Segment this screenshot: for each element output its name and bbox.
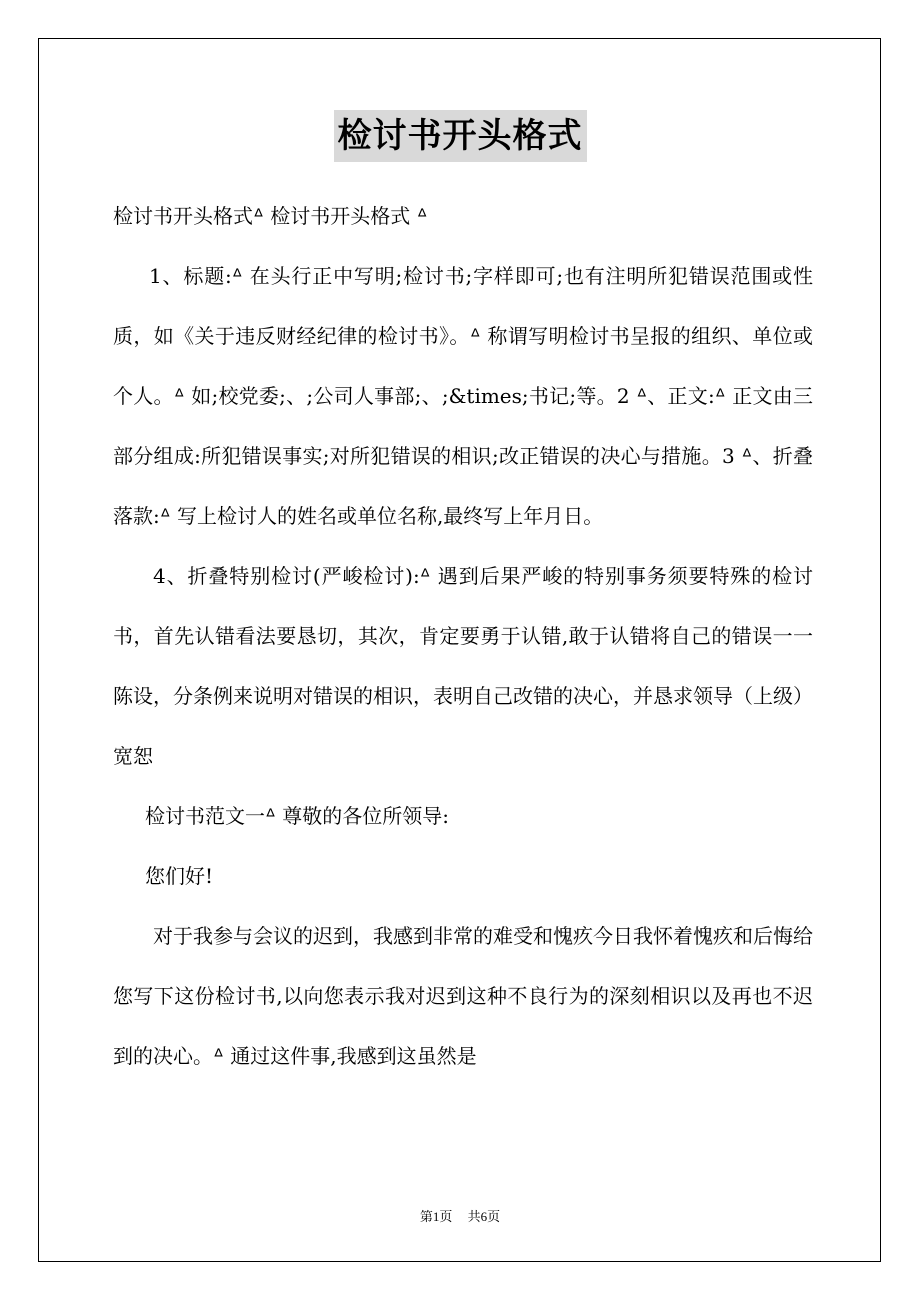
- paragraph-format-rules: 1、标题:ᐞ 在头行正中写明;检讨书;字样即可;也有注明所犯错误范围或性质，如《关于违反财经纪律的检讨书》。ᐞ 称谓写明检讨书呈报的组织、单位或个人。ᐞ 如;校党委;、;公司人事部;、;&times;书记;等。2 ᐞ、正文:ᐞ 正文由三部分组成:所犯错误事实;对所犯错误的相识;改正错误的决心与措施。3 ᐞ、折叠落款:ᐞ 写上检讨人的姓名或单位名称,最终写上年月日。: [113, 264, 813, 528]
- page-footer: [0, 1206, 920, 1225]
- paragraph-heading-line: 检讨书开头格式ᐞ 检讨书开头格式 ᐞ: [113, 204, 428, 228]
- page-number-current: 第1页: [419, 1209, 453, 1224]
- paragraph-sample-body: 对于我参与会议的迟到，我感到非常的难受和愧疚今日我怀着愧疚和后悔给您写下这份检讨书,以向您表示我对迟到这种不良行为的深刻相识以及再也不迟到的决心。ᐞ 通过这件事,我感到这虽然是: [113, 924, 813, 1068]
- page-number-total: 共6页: [467, 1209, 501, 1224]
- document-body: [113, 186, 813, 1086]
- paragraph-greeting: 您们好!: [145, 864, 214, 888]
- title-container: [0, 110, 920, 162]
- document-title: 检讨书开头格式: [334, 110, 587, 162]
- paragraph-sample-heading: 检讨书范文一ᐞ 尊敬的各位所领导:: [145, 804, 449, 828]
- paragraph-special-review: 4、折叠特别检讨(严峻检讨):ᐞ 遇到后果严峻的特别事务须要特殊的检讨书，首先认错看法要恳切，其次，肯定要勇于认错,敢于认错将自己的错误一一陈设，分条例来说明对错误的相识，表明自己改错的决心，并恳求领导（上级）宽恕: [113, 564, 813, 768]
